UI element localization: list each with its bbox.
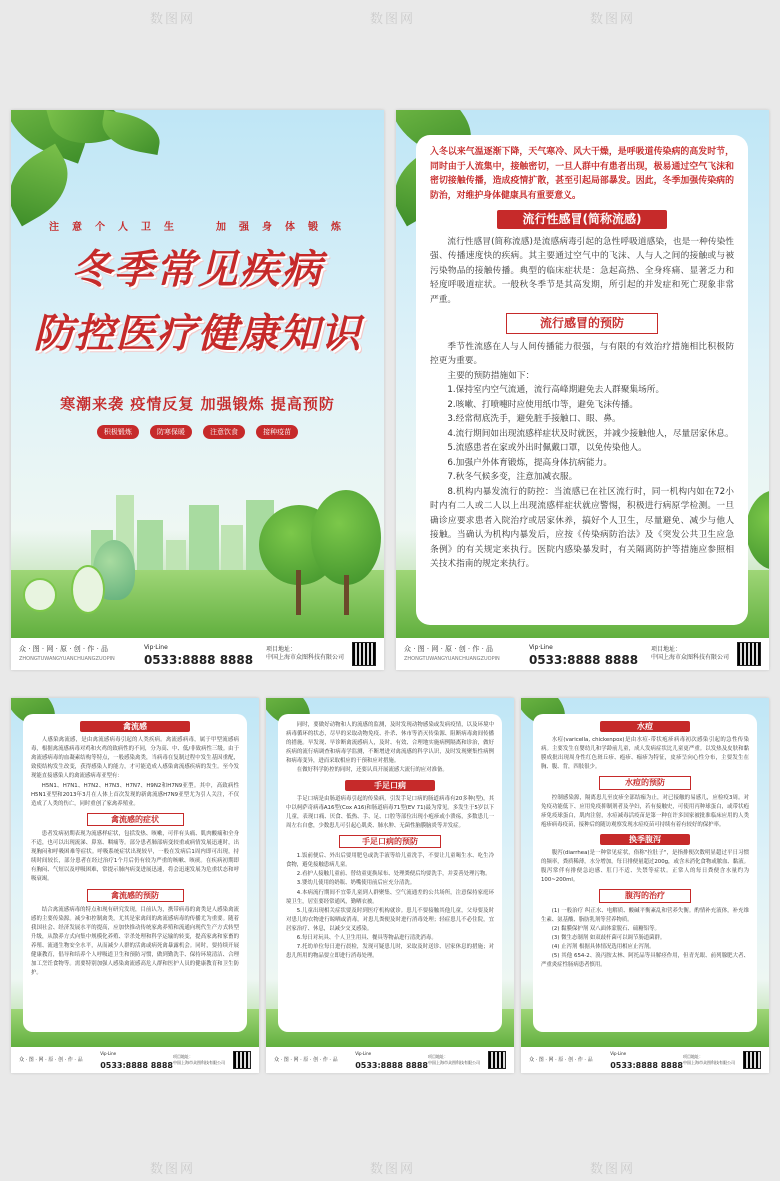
- footer-brand: 众 · 图 · 网 · 原 · 创 · 作 · 品: [404, 644, 494, 653]
- section-text: 季节性流感在人与人间传播能力很强，与有限的有效治疗措施相比积极防控更为重要。: [430, 341, 734, 366]
- hotline: 0533:8888 8888: [143, 653, 254, 667]
- hotline: 0533:8888 8888: [610, 1061, 683, 1070]
- hotline: 0533:8888 8888: [355, 1061, 428, 1070]
- watermark: 数图网: [370, 1162, 416, 1177]
- section-text: 流行性感冒(简称流感)是流感病毒引起的急性呼吸道感染，也是一种传染性强、传播速度快的疾病。其主要通过空气中的飞沫、人与人之间的接触或与被污染物品的接触传播。典型的临床症状是：急起高热、全身疼痛、显著乏力和轻度呼吸道症状。一般秋冬季节是其高发期，所引起的并发症和死亡现象非常严重。: [430, 236, 734, 305]
- section-heading: 禽流感的预防: [87, 889, 184, 902]
- section-text: 手足口病是由肠道病毒引起的传染病，引发手足口病的肠道病毒有20多种(型)，其中以柯萨奇病毒A16型(Cox A16)和肠道病毒71型(EV 71)最为常见。多发生于5岁以下儿童，表现口痛、厌食、低热、手、足、口腔等部位出现小疱疹或小溃疡，多数患儿一周左右自愈，少数患儿可引起心肌炎、肺水肿、无菌性脑膜脑炎等并发症。: [286, 795, 494, 829]
- footer-brand-sub: ZHONGTUWANGYUANCHUANGZUOPIN: [404, 655, 500, 662]
- watermark: 数图网: [150, 12, 196, 27]
- subtitle: 寒潮来袭 疫情反复 加强锻炼 提高预防: [60, 395, 335, 413]
- pill-keep-warm: 防寒保暖: [150, 425, 192, 439]
- section-heading: 换季腹泻: [600, 834, 690, 845]
- qr-code: [488, 1051, 506, 1069]
- footer: [11, 1047, 259, 1073]
- qr-code: [233, 1051, 251, 1069]
- footer-brand: 众 · 图 · 网 · 原 · 创 · 作 · 品: [19, 644, 109, 653]
- content-card: [416, 135, 748, 625]
- project-unit: 项目地址：: [173, 1054, 193, 1059]
- pill-row: [11, 419, 384, 439]
- leaf-decoration: [98, 110, 163, 155]
- grass: [11, 570, 384, 640]
- footer: [396, 638, 769, 670]
- footer: [11, 638, 384, 670]
- hotline: 0533:8888 8888: [100, 1061, 173, 1070]
- section-heading: 腹泻的治疗: [599, 889, 691, 902]
- section-heading: 手足口病: [345, 780, 435, 791]
- tree: [746, 490, 769, 570]
- page-title-line1: 冬季常见疾病: [71, 247, 324, 293]
- list-item: (5) 其他 654-2、溴丙胺太林、阿托品等具解痉作用，但青光眼、前列腺肥大者、严重炎症性肠病患者慎用。: [541, 952, 749, 969]
- section-text: 同时，要做好动物和人的流感的监测，及时发现动物感染或发病疫情，以及环境中病毒循环的状态，尽早的采取动物免疫、扑杀、休市等消灭传染源、阻断病毒禽间传播的措施。早发现、早诊断禽流感病人，及时、有效、合理地实施病例隔离和诊治，做好疾病的流行病调查和病毒学监测，不断增进对禽流感的科学认识，及时发现聚集性病例和病毒变异，进而采取相应的干预和应对措施。: [286, 722, 494, 765]
- tree: [311, 490, 381, 585]
- measure-item: 8.机构内暴发流行的防控：当流感已在社区流行时，同一机构内如在72小时内有二人或二人以上出现流感样症状就应警惕，积极进行病原学检测。一旦确诊应要求患者入院治疗或居家休养，搞好个人卫生，尽量避免、减少与他人接触。当确认为机构内暴发后，应按《传染病防治法》及《突发公共卫生应急条例》的有关规定来执行。医院内感染暴发时，有关隔离防护等措施应参照相关技术指南的规定来执行。: [430, 486, 734, 569]
- list-item: 1.饭前便后、外出后要用肥皂或洗手液等给儿童洗手，不要让儿童喝生水、吃生冷食物，避免接触患病儿童。: [286, 853, 494, 869]
- footer: [266, 1047, 514, 1073]
- qr-code: [743, 1051, 761, 1069]
- list-item: 3.婴幼儿使用的奶瓶、奶嘴使用前后应充分清洗。: [296, 880, 416, 887]
- section-text: H5N1、H7N1、H7N2、H7N3、H7N7、H9N2和H7N9亚型。其中，高致病性H5N1亚型和2013年3月在人体上首次发现的新禽流感H7N9亚型尤为引人关注，不仅造成了人类的伤亡，同时重创了家禽养殖业。: [31, 782, 239, 807]
- company: 中国上海市众图科技有限公司: [265, 654, 344, 661]
- footer-brand: 众 · 图 · 网 · 原 · 创 · 作 · 品: [19, 1056, 83, 1063]
- hotline-label: Vip·Line: [143, 644, 168, 651]
- project-unit: 项目地址：: [265, 646, 296, 653]
- list-item: 4.本病流行期间不宜带儿童到人群聚集、空气流通差的公共场所，注意保持家庭环境卫生，居室要经常通风，勤晒衣被。: [286, 889, 494, 905]
- list-item: (4) 止泻剂 根据具体情况选用相应止泻剂。: [551, 943, 655, 950]
- company: 中国上海市众图科技有限公司: [683, 1060, 735, 1065]
- qr-code: [737, 642, 761, 666]
- measure-item: 4.流行期间如出现流感样症状及时就医，并减少接触他人，尽量居家休息。: [447, 428, 734, 439]
- tree: [71, 565, 105, 614]
- section-text: 人感染禽流感，是由禽流感病毒引起的人类疾病。禽流感病毒，属于甲型流感病毒，根据禽流感病毒对鸡和火鸡的致病性的不同，分为高、中、低/非致病性三级。由于禽流感病毒的血凝素结构等特点，一般感染禽类，当病毒在复制过程中发生基因重配，致使结构发生改变，获得感染人的能力，才可能造成人感染禽流感疾病的发生。至今发现能直接感染人的禽流感病毒亚型有：: [31, 737, 239, 780]
- company: 中国上海市众图科技有限公司: [650, 654, 729, 661]
- hotline-label: Vip·Line: [100, 1051, 117, 1056]
- watermark: 数图网: [150, 1162, 196, 1177]
- measure-item: 2.咳嗽、打喷嚏时应使用纸巾等，避免飞沫传播。: [447, 399, 639, 410]
- list-item: (2) 黏膜保护剂 双八面体蒙脱石、硫糖铝等。: [551, 925, 660, 932]
- list-item: 7.托幼单位每日进行晨检，发现可疑患儿时，采取及时送诊、居家休息的措施；对患儿所用的物品要立即进行消毒处理。: [286, 944, 494, 960]
- page-title-line2: 防控医疗健康知识: [33, 311, 362, 357]
- project-unit: 项目地址：: [428, 1054, 448, 1059]
- section-text: 在做好科学防控的同时，还要认真开展流感大流行的应对准备。: [296, 767, 448, 774]
- measure-item: 3.经常彻底洗手，避免脏手接触口、眼、鼻。: [447, 414, 621, 424]
- section-heading: 水痘: [600, 721, 690, 732]
- poster-flu: [396, 110, 769, 670]
- poster-cover: [11, 110, 384, 670]
- poster-chickenpox: [521, 698, 769, 1073]
- section-text: 结合禽流感病毒的特点和现有研究发现，目前认为，携带病毒的禽类是人感染禽流感的主要传染源。减少和控制禽类，尤其是家禽间的禽流感病毒的传播尤为重要。随着我国社会、经济发展水平的提高，应加快推动传统家禽养殖和流通向现代生产方式转型升级，从散养方式向集中规模化养殖、宰杀处理和科学运输的转变，提高家禽和家畜的养殖、流通生物安全水平，从而减少人群的活禽或病死禽暴露机会。同时，要持续开展健康教育，倡导和培养个人呼吸道卫生和预防习惯，做到勤洗手、保持环境清洁、合理加工烹饪食物等。需要特别加强人感染禽流感高危人群和医护人员的健康教育和卫生防护。: [31, 906, 239, 977]
- section-text: 水痘(varicella, chickenpox)是由水痘-带状疱疹病毒初次感染引起的急性传染病。主要发生在婴幼儿和学龄前儿童，成人发病症状比儿童更严重。以发热及皮肤和黏膜成批出现周身性红色斑丘疹、疱疹、痂疹为特征，皮疹呈向心性分布，主要发生在胸、腹、背，四肢很少。: [541, 737, 749, 771]
- company: 中国上海市众图科技有限公司: [428, 1060, 480, 1065]
- section-heading: 禽流感的症状: [87, 813, 184, 826]
- pill-vaccine: 接种疫苗: [256, 425, 298, 439]
- section-heading: 手足口病的预防: [339, 835, 441, 848]
- intro-text: 入冬以来气温逐渐下降，天气寒冷、风大干燥，是呼吸道传染病的高发时节，同时由于人流集中，接触密切，一旦人群中有患者出现，极易通过空气飞沫和密切接触传播，造成疫情扩散，甚至引起局部暴发。因此，冬季加强传染病的防治，对维护身体健康具有重要意义。: [430, 147, 734, 201]
- hotline-label: Vip·Line: [355, 1051, 372, 1056]
- pill-exercise: 积极锻炼: [97, 425, 139, 439]
- footer: [521, 1047, 769, 1073]
- measure-item: 1.保持室内空气流通，流行高峰期避免去人群聚集场所。: [447, 385, 665, 395]
- measure-item: 5.流感患者在家或外出时佩戴口罩，以免传染他人。: [447, 443, 647, 453]
- list-item: 5.儿童出现相关症状要及时到医疗机构就诊。患儿不要接触其他儿童，父母要及时对患儿的衣物进行晾晒或消毒，对患儿粪便及时进行消毒处理；轻症患儿不必住院，宜居家治疗、休息，以减少交叉感染。: [286, 907, 494, 932]
- company: 中国上海市众图科技有限公司: [173, 1060, 225, 1065]
- hotline-label: Vip·Line: [528, 644, 553, 651]
- tree: [23, 578, 57, 612]
- measures-title: 主要的预防措施如下：: [447, 370, 535, 381]
- list-item: 6.每日对玩具、个人卫生用具、餐具等物品进行清洗消毒。: [296, 934, 437, 941]
- section-heading: 水痘的预防: [599, 776, 691, 789]
- project-unit: 项目地址：: [683, 1054, 703, 1059]
- section-heading: 流行性感冒(简称流感): [497, 210, 667, 229]
- section-text: 腹泻(diarrhea)是一种常见症状，俗称"拉肚子"，是指排便次数明显超过平日习惯的频率，粪质稀薄，水分增加，每日排便量超过200g，或含未消化食物或脓血、黏液。腹泻常伴有排便急迫感、肛门不适、失禁等症状。正常人的每日粪便含水量约为100~200ml。: [541, 850, 749, 884]
- section-text: 患者发病初期表现为流感样症状，包括发热、咳嗽，可伴有头痛、肌肉酸痛和全身不适，也可以出现流涕、鼻塞、咽痛等。部分患者肺部病变较重或病情发展迅速时，出现胸闷和呼吸困难等症状。呼吸系统症状出现较早，一般在发病后1周内即可出现，持续时间较长，部分患者在经过治疗1个月后仍有较为严重的咳嗽、咳痰。在疾病初期即有胸闷、气短以及呼吸困难，常提示肺内病变进展迅速，将会迅速发展为危重状态和呼吸衰竭。: [31, 830, 239, 883]
- slogan-right: 加强身体锻炼: [216, 222, 354, 233]
- footer-brand: 众 · 图 · 网 · 原 · 创 · 作 · 品: [274, 1056, 338, 1063]
- content-card: [278, 714, 502, 1032]
- slogan-left: 注意个人卫生: [49, 222, 187, 233]
- pill-diet: 注意饮食: [203, 425, 245, 439]
- watermark: 数图网: [370, 12, 416, 27]
- section-heading: 流行感冒的预防: [506, 313, 658, 334]
- project-unit: 项目地址：: [650, 646, 681, 653]
- footer-brand: 众 · 图 · 网 · 原 · 创 · 作 · 品: [529, 1056, 593, 1063]
- footer-brand-sub: ZHONGTUWANGYUANCHUANGZUOPIN: [19, 655, 115, 662]
- poster-hfmd: [266, 698, 514, 1073]
- hotline-label: Vip·Line: [610, 1051, 627, 1056]
- list-item: (3) 微生态制剂 如双歧杆菌可以调节肠道菌群。: [551, 934, 666, 941]
- qr-code: [352, 642, 376, 666]
- section-heading: 禽流感: [80, 721, 190, 732]
- list-item: (1) 一般治疗 纠正水、电解质、酸碱平衡紊乱和营养失衡。酌情补充液体，补充维生素、氨基酸、脂肪乳剂等营养物质。: [541, 907, 749, 923]
- watermark: 数图网: [590, 1162, 636, 1177]
- list-item: 2.看护人接触儿童前、替幼童更换尿布、处理粪便后均要洗手，并妥善处理污物。: [296, 871, 491, 878]
- content-card: [533, 714, 757, 1032]
- content-card: [23, 714, 247, 1032]
- measure-item: 6.加强户外体育锻炼，提高身体抗病能力。: [447, 457, 613, 468]
- measure-item: 7.秋冬气候多变，注意加减衣服。: [447, 472, 578, 482]
- watermark: 数图网: [590, 12, 636, 27]
- section-text: 控制感染源，隔离患儿至皮疹全部结痂为止，对已接触的易感儿，应检疫3周。对免疫功能低下、应用免疫抑制剂者及孕妇，若有接触史，可使用丙种球蛋白，或带状疱疹免疫球蛋白，肌肉注射，水痘减毒活疫苗是第一种在许多国家被批准临床应用的人类疱疹病毒疫苗，接种后的随访观察发现水痘疫苗可持续有着有较好的保护率。: [541, 794, 749, 828]
- hotline: 0533:8888 8888: [528, 653, 639, 667]
- poster-avian-flu: [11, 698, 259, 1073]
